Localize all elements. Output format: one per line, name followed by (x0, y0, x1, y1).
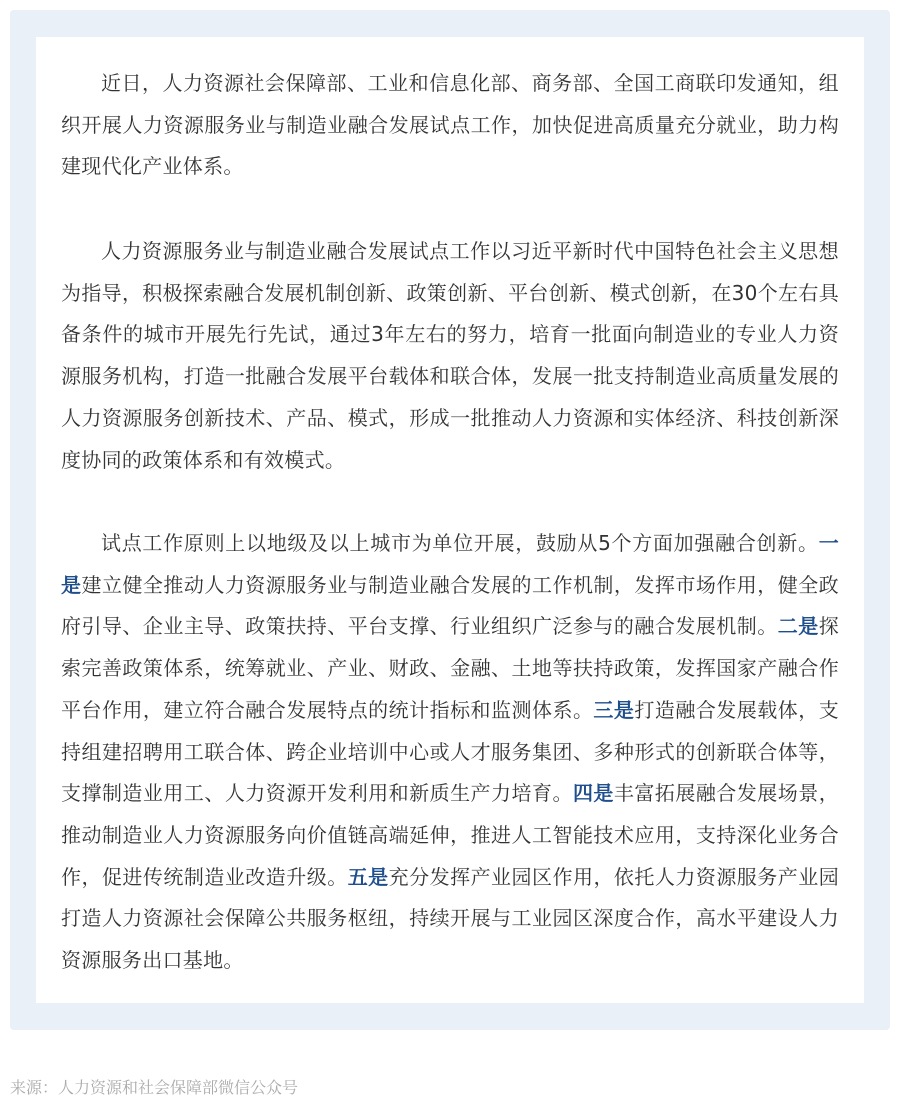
paragraph-1 (61, 63, 839, 188)
paragraph-2 (61, 231, 839, 481)
paragraph-text-run: 打造融合发展载体，支持组建招聘用工联合体、跨企业培训中心或人才服务集团、多种形式的创新联合体等，支撑制造业用工、人力资源开发利用和新质生产力培育。 (61, 697, 839, 806)
article-card (36, 37, 864, 1003)
highlight-marker: 一是 (61, 531, 839, 597)
source-line: 来源：人力资源和社会保障部微信公众号 (10, 1078, 299, 1097)
paragraph-text-run: 试点工作原则上以地级及以上城市为单位开展，鼓励从5个方面加强融合创新。 (101, 531, 819, 555)
paragraph-text-run: 探索完善政策体系，统筹就业、产业、财政、金融、土地等扶持政策，发挥国家产融合作平台作用，建立符合融合发展特点的统计指标和监测体系。 (61, 614, 840, 722)
highlight-marker: 三是 (593, 697, 635, 722)
article-panel (10, 10, 890, 1030)
paragraph-text-run: 近日，人力资源社会保障部、工业和信息化部、商务部、全国工商联印发通知，组织开展人力资源服务业与制造业融合发展试点工作，加快促进高质量充分就业，助力构建现代化产业体系。 (61, 71, 839, 179)
paragraph-text-run: 人力资源服务业与制造业融合发展试点工作以习近平新时代中国特色社会主义思想为指导，积极探索融合发展机制创新、政策创新、平台创新、模式创新，在30个左右具备条件的城市开展先行先试，通过3年左右的努力，培育一批面向制造业的专业人力资源服务机构，打造一批融合发展平台载体和联合体，发展一批支持制造业高质量发展的人力资源服务创新技术、产品、模式，形成一批推动人力资源和实体经济、科技创新深度协同的政策体系和有效模式。 (61, 239, 839, 472)
highlight-marker: 二是 (777, 614, 819, 639)
highlight-marker: 五是 (347, 864, 389, 889)
highlight-marker: 四是 (572, 781, 614, 806)
paragraph-text-run: 建立健全推动人力资源服务业与制造业融合发展的工作机制，发挥市场作用，健全政府引导、企业主导、政策扶持、平台支撑、行业组织广泛参与的融合发展机制。 (61, 572, 839, 639)
paragraph-text-run: 丰富拓展融合发展场景，推动制造业人力资源服务向价值链高端延伸，推进人工智能技术应用，支持深化业务合作，促进传统制造业改造升级。 (61, 781, 839, 889)
paragraph-3 (61, 523, 839, 982)
paragraph-text-run: 充分发挥产业园区作用，依托人力资源服务产业园打造人力资源社会保障公共服务枢纽，持续开展与工业园区深度合作，高水平建设人力资源服务出口基地。 (61, 864, 840, 973)
